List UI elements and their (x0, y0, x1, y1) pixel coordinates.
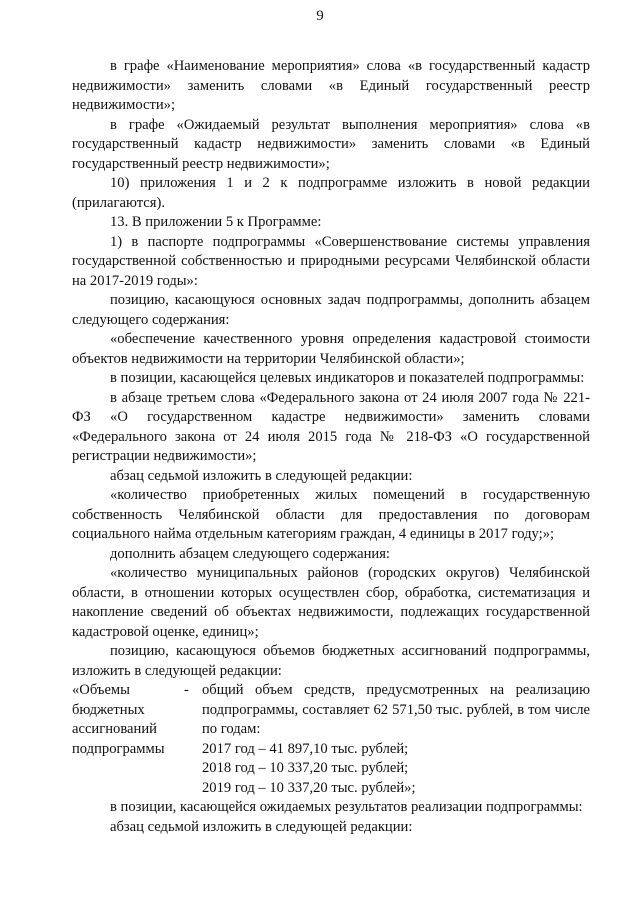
paragraph: «обеспечение качественного уровня определения кадастровой стоимости объектов недвижимости на территории Челябинской области»; (72, 331, 590, 367)
label-line: подпрограммы (72, 740, 165, 757)
page-number: 9 (316, 8, 324, 24)
budget-year-line: 2018 год – 10 337,20 тыс. рублей; (202, 760, 409, 776)
paragraph: «количество приобретенных жилых помещений в государственную собственность Челябинской области для предоставления по договорам социального найма отдельным категориям граждан, 4 единицы в 2017 году;»; (72, 487, 590, 542)
budget-table-label (72, 681, 184, 798)
label-line: «Объемы (72, 682, 130, 698)
budget-table-value (202, 681, 590, 798)
label-line: ассигнований (72, 721, 157, 737)
budget-year-line: 2019 год – 10 337,20 тыс. рублей»; (202, 779, 416, 796)
paragraph: позицию, касающуюся основных задач подпрограммы, дополнить абзацем следующего содержания: (72, 292, 590, 328)
document-body (72, 57, 590, 837)
paragraph: дополнить абзацем следующего содержания: (110, 545, 390, 562)
paragraph: в абзаце третьем слова «Федерального закона от 24 июля 2007 года № 221-ФЗ «О государственном кадастре недвижимости» заменить словами «Федерального закона от 24 июля 2015 года № 218-ФЗ «О государственной регистрации недвижимости»; (72, 389, 590, 464)
paragraph: абзац седьмой изложить в следующей редакции: (110, 818, 413, 835)
paragraph: позицию, касающуюся объемов бюджетных ассигнований подпрограммы, изложить в следующей редакции: (72, 643, 590, 679)
paragraph: абзац седьмой изложить в следующей редакции: (110, 467, 413, 484)
paragraph: в графе «Наименование мероприятия» слова «в государственный кадастр недвижимости» заменить словами «в Единый государственный реестр недвижимости»; (72, 58, 590, 113)
budget-table (72, 681, 590, 798)
paragraph: в позиции, касающейся целевых индикаторов и показателей подпрограммы: (110, 370, 585, 386)
paragraph: «количество муниципальных районов (городских округов) Челябинской области, в отношении которых осуществлен сбор, обработка, систематизация и накопление сведений об объектах недвижимости, подлежащих государственной кадастровой оценке, единиц»; (72, 565, 590, 640)
paragraph: 10) приложения 1 и 2 к подпрограмме изложить в новой редакции (прилагаются). (72, 175, 590, 211)
label-line: бюджетных (72, 701, 145, 718)
paragraph: 1) в паспорте подпрограммы «Совершенствование системы управления государственной собственностью и природными ресурсами Челябинской области на 2017-2019 годы»: (72, 233, 590, 289)
paragraph: 13. В приложении 5 к Программе: (110, 214, 322, 230)
budget-year-line: 2017 год – 41 897,10 тыс. рублей; (202, 740, 409, 757)
budget-text: общий объем средств, предусмотренных на реализацию подпрограммы, составляет 62 571,50 тыс. рублей, в том числе по годам: (202, 682, 590, 737)
paragraph: в позиции, касающейся ожидаемых результатов реализации подпрограммы: (110, 799, 583, 815)
paragraph: в графе «Ожидаемый результат выполнения мероприятия» слова «в государственный кадастр недвижимости» заменить словами «в Единый государственный реестр недвижимости»; (72, 116, 590, 172)
dash-separator: - (184, 682, 189, 698)
